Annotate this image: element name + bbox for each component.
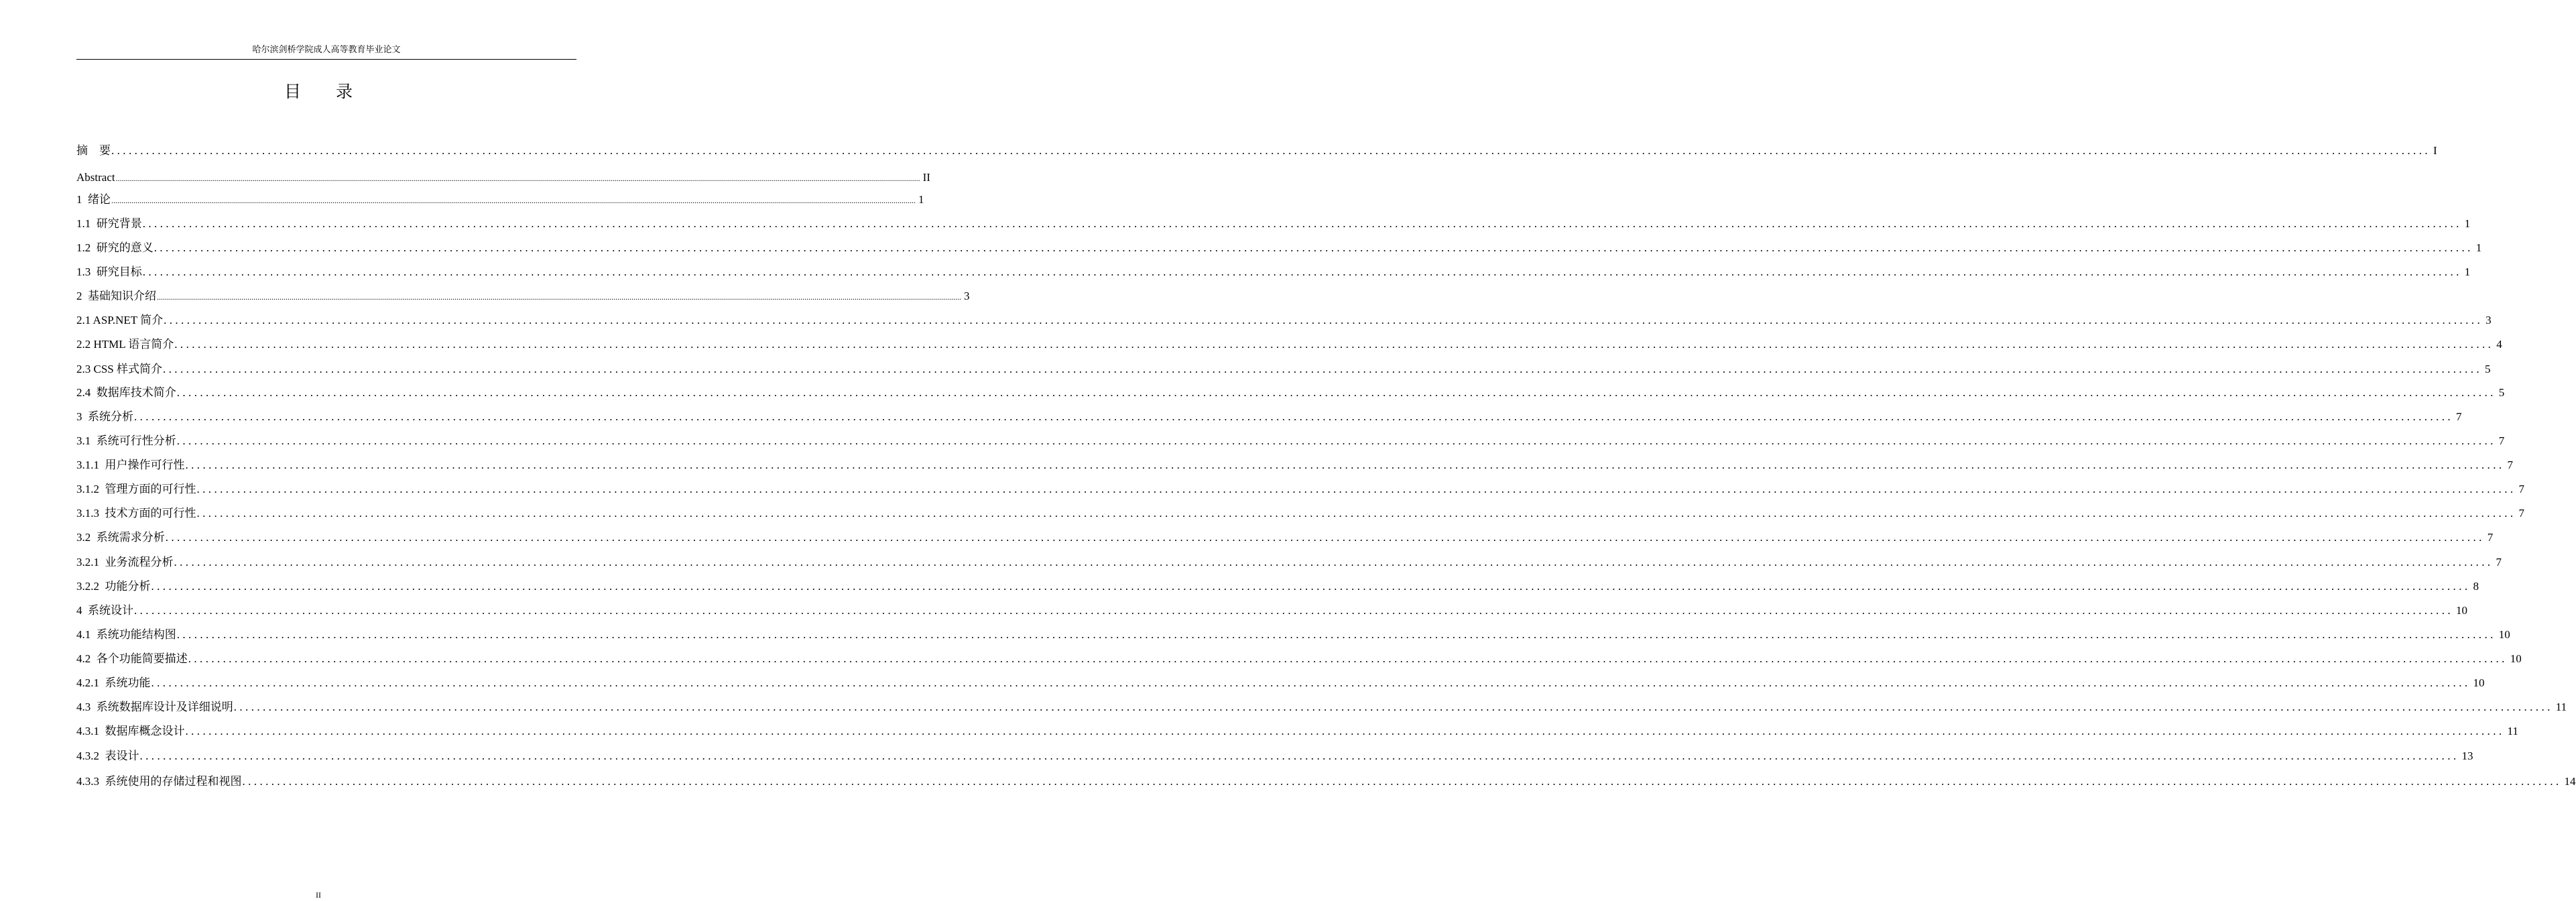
toc-entry-page: 7 [2487, 531, 2494, 544]
dot-leader: ................................................................................................................................................................................................................................................................................................................................................................................................................ [233, 701, 2553, 713]
toc-entry[interactable] [76, 217, 2471, 231]
toc-entry-page: 10 [2498, 628, 2510, 641]
toc-entry[interactable] [76, 434, 2505, 448]
toc-entry[interactable] [76, 627, 2510, 642]
toc-entry-label: 4 系统设计 [76, 604, 133, 617]
toc-entry[interactable] [76, 192, 924, 208]
toc-entry[interactable] [76, 143, 2437, 158]
toc-entry-page: 1 [2475, 241, 2482, 254]
toc-entry[interactable] [76, 482, 2524, 497]
toc-entry[interactable] [76, 676, 2485, 690]
toc-entry[interactable] [76, 385, 2505, 400]
running-header: 哈尔滨剑桥学院成人高等教育毕业论文 [252, 44, 401, 54]
toc-entry-page: 1 [2464, 265, 2471, 278]
header-rule [76, 59, 576, 60]
toc-entry-page: 13 [2461, 749, 2473, 762]
toc-entry-page: 11 [2555, 701, 2567, 713]
dot-leader: ................................................................................................................................................................................................................................................................................................................................................................................................................ [164, 314, 2483, 326]
toc-entry-page: 7 [2456, 410, 2462, 423]
dot-leader: ................................................................................................................................................................................................................................................................................................................................................................................................................ [134, 604, 2453, 617]
toc-entry-page: I [2433, 144, 2437, 157]
toc-entry[interactable] [76, 313, 2492, 328]
toc-entry-label: 2 基础知识介绍 [76, 290, 156, 302]
dot-leader: ................................................................................................................................................................................................................................................................................................................................................................................................................ [151, 580, 2471, 593]
toc-entry-label: 1.2 研究的意义 [76, 241, 154, 254]
dot-leader: ................................................................................................................................................................................................................................................................................................................................................................................................................ [154, 241, 2473, 254]
toc-entry-label: 3.2 系统需求分析 [76, 531, 165, 544]
toc-entry-label: 3 系统分析 [76, 410, 133, 423]
toc-entry-page: 7 [2507, 459, 2513, 471]
toc-entry-label: 4.1 系统功能结构图 [76, 628, 176, 641]
toc-entry[interactable] [76, 700, 2567, 715]
toc-entry-label: 4.3 系统数据库设计及详细说明 [76, 701, 233, 713]
toc-entry-page: 14 [2564, 775, 2576, 788]
toc-entry-label: 4.3.1 数据库概念设计 [76, 725, 185, 737]
toc-entry-page: 8 [2473, 580, 2479, 593]
toc-entry-page: 4 [2496, 338, 2502, 351]
toc-entry-page: 10 [2456, 604, 2467, 617]
toc-entry-page: 7 [2498, 434, 2505, 447]
dot-leader: ................................................................................................................................................................................................................................................................................................................................................................................................................ [185, 459, 2505, 471]
toc-entry-page: 3 [964, 290, 970, 302]
toc-entry-label: 3.2.2 功能分析 [76, 580, 151, 593]
page-number: II [316, 890, 321, 900]
toc-entry-page: 5 [2485, 363, 2491, 375]
dot-leader: ................................................................................................................................................................................................................................................................................................................................................................................................................ [242, 775, 2562, 788]
dot-leader: ................................................................................................................................................................................................................................................................................................................................................................................................................ [157, 292, 961, 302]
dot-leader: ................................................................................................................................................................................................................................................................................................................................................................................................................ [111, 196, 916, 205]
toc-entry[interactable] [76, 530, 2494, 545]
toc-entry[interactable] [76, 506, 2524, 521]
toc-entry-label: 3.1.2 管理方面的可行性 [76, 483, 196, 495]
toc-entry[interactable] [76, 555, 2502, 570]
toc-entry[interactable] [76, 724, 2518, 739]
toc-entry-label: 2.2 HTML 语言简介 [76, 338, 174, 351]
toc-entry[interactable] [76, 289, 970, 304]
toc-entry[interactable] [76, 579, 2479, 594]
toc-entry[interactable] [76, 652, 2522, 666]
dot-leader: ................................................................................................................................................................................................................................................................................................................................................................................................................ [165, 531, 2485, 544]
toc-entry[interactable] [76, 265, 2471, 280]
toc-entry-label: 1.3 研究目标 [76, 265, 142, 278]
toc-entry-label: 3.1.1 用户操作可行性 [76, 459, 185, 471]
toc-entry-label: 2.3 CSS 样式简介 [76, 363, 162, 375]
toc-entry-label: 4.2.1 系统功能 [76, 676, 151, 689]
toc-entry[interactable] [76, 170, 930, 186]
toc-entry-page: 1 [918, 193, 924, 206]
toc-entry-page: 3 [2486, 314, 2492, 326]
dot-leader: ................................................................................................................................................................................................................................................................................................................................................................................................................ [176, 628, 2496, 641]
toc-entry[interactable] [76, 362, 2491, 377]
toc-entry-label: 1 绪论 [76, 193, 111, 206]
toc-entry-label: 摘 要 [76, 144, 111, 157]
dot-leader: ................................................................................................................................................................................................................................................................................................................................................................................................................ [176, 386, 2496, 399]
dot-leader: ................................................................................................................................................................................................................................................................................................................................................................................................................ [142, 217, 2462, 230]
toc-entry-page: 10 [2510, 652, 2522, 665]
toc-entry[interactable] [76, 749, 2473, 764]
toc-entry-page: 1 [2464, 217, 2471, 230]
toc-entry-label: 4.3.2 表设计 [76, 749, 139, 762]
toc-entry-label: 4.2 各个功能简要描述 [76, 652, 188, 665]
dot-leader: ................................................................................................................................................................................................................................................................................................................................................................................................................ [151, 676, 2471, 689]
toc-entry-label: 2.1 ASP.NET 简介 [76, 314, 164, 326]
toc-entry[interactable] [76, 458, 2513, 473]
dot-leader: ................................................................................................................................................................................................................................................................................................................................................................................................................ [174, 338, 2494, 351]
dot-leader: ................................................................................................................................................................................................................................................................................................................................................................................................................ [188, 652, 2508, 665]
toc-entry[interactable] [76, 337, 2502, 352]
dot-leader: ................................................................................................................................................................................................................................................................................................................................................................................................................ [185, 725, 2505, 737]
toc-entry-page: 5 [2498, 386, 2505, 399]
dot-leader: ................................................................................................................................................................................................................................................................................................................................................................................................................ [142, 265, 2462, 278]
dot-leader: ................................................................................................................................................................................................................................................................................................................................................................................................................ [139, 749, 2459, 762]
toc-entry-label: 3.1.3 技术方面的可行性 [76, 507, 196, 520]
toc-entry[interactable] [76, 774, 2576, 789]
toc-entry-page: II [922, 171, 930, 184]
toc-entry-label: 1.1 研究背景 [76, 217, 142, 230]
toc-entry-label: 3.1 系统可行性分析 [76, 434, 176, 447]
toc-entry-page: 11 [2507, 725, 2518, 737]
dot-leader: ................................................................................................................................................................................................................................................................................................................................................................................................................ [176, 434, 2496, 447]
toc-entry-page: 10 [2473, 676, 2485, 689]
toc-entry-label: Abstract [76, 171, 115, 184]
dot-leader: ................................................................................................................................................................................................................................................................................................................................................................................................................ [196, 483, 2516, 495]
dot-leader: ................................................................................................................................................................................................................................................................................................................................................................................................................ [163, 363, 2482, 375]
toc-entry-label: 3.2.1 业务流程分析 [76, 556, 174, 568]
toc-entry[interactable] [76, 410, 2462, 424]
dot-leader: ................................................................................................................................................................................................................................................................................................................................................................................................................ [196, 507, 2516, 520]
dot-leader: ................................................................................................................................................................................................................................................................................................................................................................................................................ [111, 144, 2431, 157]
toc-entry-page: 7 [2518, 507, 2524, 520]
dot-leader: ................................................................................................................................................................................................................................................................................................................................................................................................................ [115, 174, 920, 183]
toc-entry-label: 4.3.3 系统使用的存储过程和视图 [76, 775, 242, 788]
toc-entry[interactable] [76, 603, 2467, 618]
toc-entry[interactable] [76, 241, 2482, 255]
toc-entry-page: 7 [2496, 556, 2502, 568]
dot-leader: ................................................................................................................................................................................................................................................................................................................................................................................................................ [174, 556, 2494, 568]
toc-entry-label: 2.4 数据库技术简介 [76, 386, 176, 399]
page-title: 目 录 [284, 82, 367, 101]
dot-leader: ................................................................................................................................................................................................................................................................................................................................................................................................................ [134, 410, 2453, 423]
toc-entry-page: 7 [2518, 483, 2524, 495]
